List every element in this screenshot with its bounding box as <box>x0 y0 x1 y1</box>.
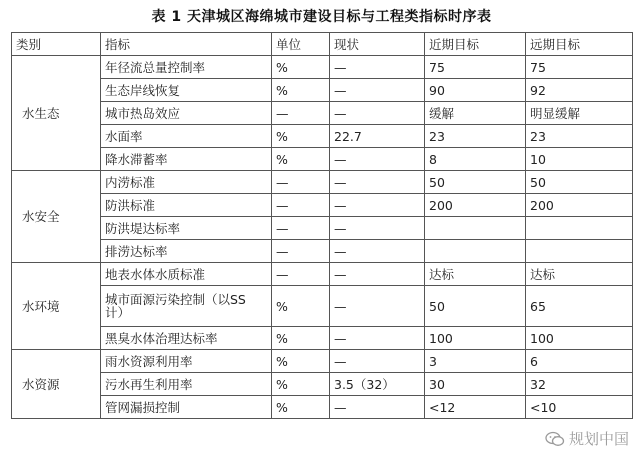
current-cell: 3.5（32） <box>330 373 425 396</box>
long-term-cell: 23 <box>526 125 633 148</box>
category-cell: 水环境 <box>12 263 101 350</box>
long-term-cell: <10 <box>526 396 633 419</box>
near-term-cell: 200 <box>425 194 526 217</box>
table-row <box>12 148 633 171</box>
table-row <box>12 350 633 373</box>
unit-cell: % <box>272 79 330 102</box>
current-cell: — <box>330 148 425 171</box>
category-cell: 水资源 <box>12 350 101 419</box>
unit-cell: % <box>272 396 330 419</box>
current-cell: — <box>330 171 425 194</box>
table-row <box>12 396 633 419</box>
unit-cell: — <box>272 263 330 286</box>
watermark-text: 规划中国 <box>568 430 629 448</box>
near-term-cell: 30 <box>425 373 526 396</box>
indicator-cell: 排涝达标率 <box>101 240 272 263</box>
unit-cell: % <box>272 148 330 171</box>
table-title: 表 1 天津城区海绵城市建设目标与工程类指标时序表 <box>151 9 492 25</box>
unit-cell: % <box>272 373 330 396</box>
unit-cell: % <box>272 286 330 327</box>
table-row <box>12 286 633 327</box>
unit-cell: — <box>272 102 330 125</box>
indicator-cell: 水面率 <box>101 125 272 148</box>
indicator-cell: 污水再生利用率 <box>101 373 272 396</box>
near-term-cell: <12 <box>425 396 526 419</box>
wechat-icon <box>545 431 565 447</box>
unit-cell: — <box>272 217 330 240</box>
indicator-cell: 降水滞蓄率 <box>101 148 272 171</box>
near-term-cell: 达标 <box>425 263 526 286</box>
indicator-cell: 黑臭水体治理达标率 <box>101 327 272 350</box>
indicator-cell: 年径流总量控制率 <box>101 56 272 79</box>
long-term-cell: 50 <box>526 171 633 194</box>
watermark <box>545 428 629 449</box>
current-cell: — <box>330 102 425 125</box>
current-cell: — <box>330 56 425 79</box>
long-term-cell: 6 <box>526 350 633 373</box>
long-term-cell: 10 <box>526 148 633 171</box>
long-term-cell: 32 <box>526 373 633 396</box>
near-term-cell: 75 <box>425 56 526 79</box>
unit-cell: — <box>272 194 330 217</box>
header-indicator: 指标 <box>101 33 272 56</box>
table-row <box>12 217 633 240</box>
long-term-cell <box>526 217 633 240</box>
indicator-cell: 管网漏损控制 <box>101 396 272 419</box>
current-cell: — <box>330 396 425 419</box>
table-row <box>12 327 633 350</box>
near-term-cell <box>425 240 526 263</box>
table-header-row <box>12 33 633 56</box>
unit-cell: % <box>272 327 330 350</box>
header-unit: 单位 <box>272 33 330 56</box>
current-cell: 22.7 <box>330 125 425 148</box>
current-cell: — <box>330 350 425 373</box>
header-long-term: 远期目标 <box>526 33 633 56</box>
header-current: 现状 <box>330 33 425 56</box>
near-term-cell: 100 <box>425 327 526 350</box>
current-cell: — <box>330 79 425 102</box>
long-term-cell: 100 <box>526 327 633 350</box>
table-row <box>12 125 633 148</box>
category-cell: 水安全 <box>12 171 101 263</box>
indicator-cell: 地表水体水质标准 <box>101 263 272 286</box>
unit-cell: — <box>272 240 330 263</box>
header-category: 类别 <box>12 33 101 56</box>
indicator-cell: 生态岸线恢复 <box>101 79 272 102</box>
indicator-cell: 内涝标准 <box>101 171 272 194</box>
indicator-table <box>11 32 633 419</box>
unit-cell: — <box>272 171 330 194</box>
table-row <box>12 373 633 396</box>
long-term-cell: 75 <box>526 56 633 79</box>
table-row <box>12 263 633 286</box>
long-term-cell <box>526 240 633 263</box>
table-row <box>12 79 633 102</box>
near-term-cell: 8 <box>425 148 526 171</box>
indicator-cell: 雨水资源利用率 <box>101 350 272 373</box>
category-cell: 水生态 <box>12 56 101 171</box>
table-row <box>12 240 633 263</box>
near-term-cell <box>425 217 526 240</box>
current-cell: — <box>330 194 425 217</box>
current-cell: — <box>330 263 425 286</box>
long-term-cell: 明显缓解 <box>526 102 633 125</box>
near-term-cell: 50 <box>425 286 526 327</box>
near-term-cell: 50 <box>425 171 526 194</box>
unit-cell: % <box>272 56 330 79</box>
current-cell: — <box>330 240 425 263</box>
long-term-cell: 200 <box>526 194 633 217</box>
current-cell: — <box>330 217 425 240</box>
indicator-cell: 防洪堤达标率 <box>101 217 272 240</box>
near-term-cell: 3 <box>425 350 526 373</box>
indicator-cell: 防洪标准 <box>101 194 272 217</box>
header-near-term: 近期目标 <box>425 33 526 56</box>
long-term-cell: 92 <box>526 79 633 102</box>
near-term-cell: 90 <box>425 79 526 102</box>
table-row <box>12 194 633 217</box>
current-cell: — <box>330 327 425 350</box>
current-cell: — <box>330 286 425 327</box>
table-row <box>12 102 633 125</box>
near-term-cell: 缓解 <box>425 102 526 125</box>
table-row <box>12 171 633 194</box>
unit-cell: % <box>272 125 330 148</box>
long-term-cell: 65 <box>526 286 633 327</box>
table-row <box>12 56 633 79</box>
indicator-cell: 城市热岛效应 <box>101 102 272 125</box>
long-term-cell: 达标 <box>526 263 633 286</box>
unit-cell: % <box>272 350 330 373</box>
near-term-cell: 23 <box>425 125 526 148</box>
indicator-cell: 城市面源污染控制（以SS 计） <box>101 286 272 327</box>
